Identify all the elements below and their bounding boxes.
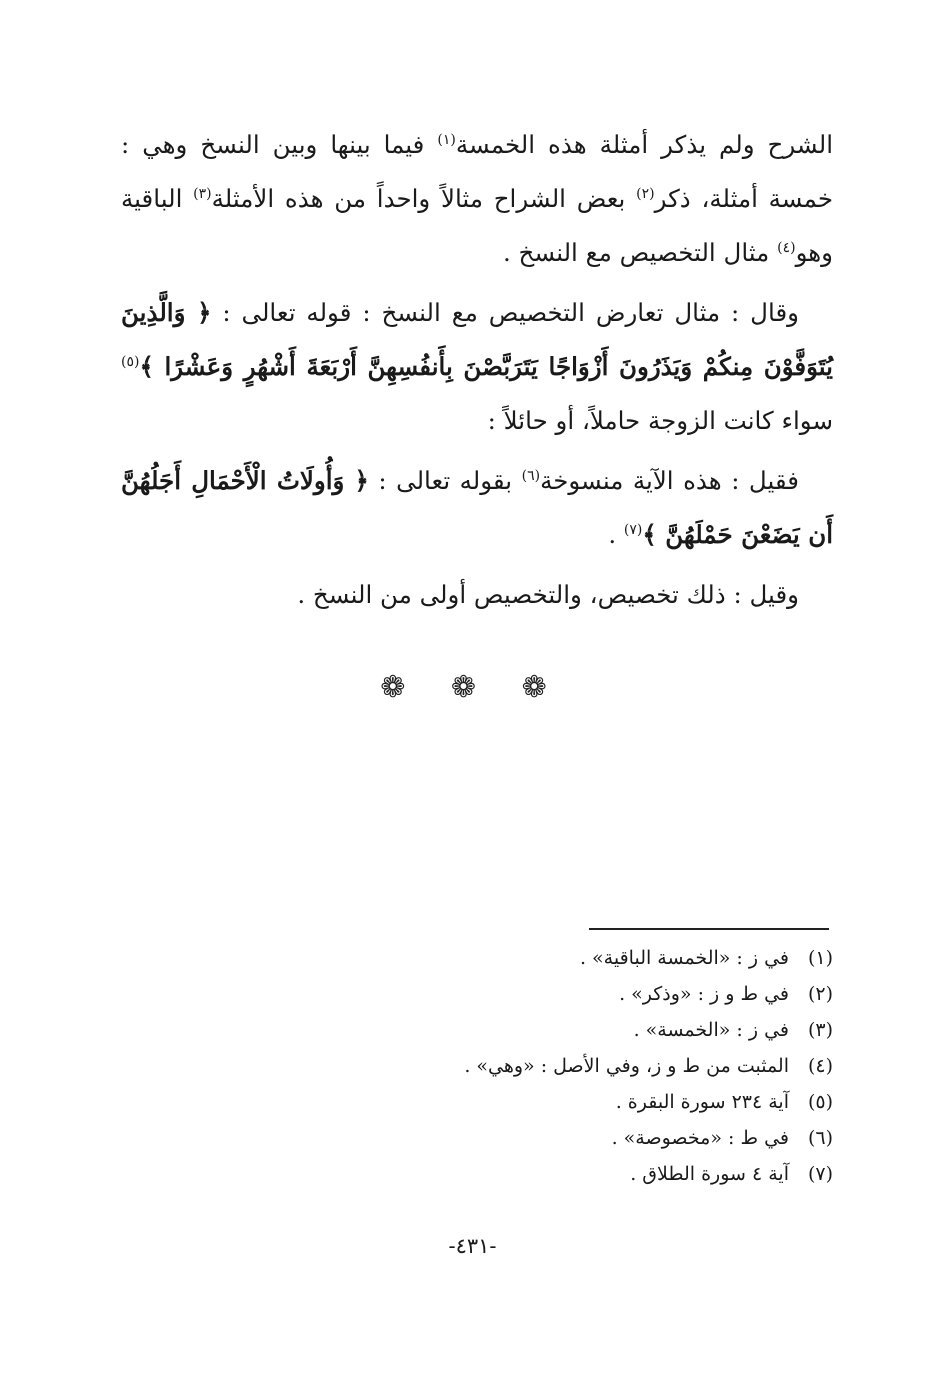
footnote-ref-6[interactable]: (٦) <box>521 467 541 484</box>
footnote-5 <box>121 1084 833 1120</box>
footnote-number: (٦) <box>807 1127 833 1149</box>
footnote-text: المثبت من ط و ز، وفي الأصل : «وهي» . <box>464 1055 789 1077</box>
quran-quote: ﴿ وَالَّذِينَ يُتَوَفَّوْنَ مِنكُمْ وَيَذَرُونَ أَزْوَاجًا يَتَرَبَّصْنَ بِأَنفُسِهِنَّ أَرْبَعَةَ أَشْهُرٍ وَعَشْرًا ﴾ <box>121 298 833 381</box>
footnotes <box>121 940 833 1192</box>
page-number: -٤٣١- <box>448 1234 497 1258</box>
footnote-text: آية ٢٣٤ سورة البقرة . <box>615 1091 789 1113</box>
paragraph-3 <box>121 454 833 562</box>
footnote-number: (٣) <box>807 1019 833 1041</box>
footnote-text: في ز : «الخمسة الباقية» . <box>579 947 789 969</box>
footnote-3 <box>121 1012 833 1048</box>
footnote-ref-7[interactable]: (٧) <box>623 521 643 538</box>
footnote-ref-5[interactable]: (٥) <box>121 353 140 370</box>
footnote-ref-1[interactable]: (١) <box>437 131 456 148</box>
text: فقيل : هذه الآية منسوخة <box>540 466 799 495</box>
text: فيما بينها وبين النسخ وهي : خمسة أمثلة، ذكر <box>121 130 833 213</box>
text: بقوله تعالى : <box>368 466 522 495</box>
paragraph-4: وقيل : ذلك تخصيص، والتخصيص أولى من النسخ . <box>297 580 799 609</box>
footnote-ref-4[interactable]: (٤) <box>777 239 796 256</box>
footnote-text: في ط : «مخصوصة» . <box>611 1127 789 1149</box>
quran-quote: ﴿ وَأُولَاتُ الْأَحْمَالِ أَجَلُهُنَّ أَن يَضَعْنَ حَمْلَهُنَّ ﴾ <box>121 466 833 549</box>
footnote-number: (٢) <box>807 983 833 1005</box>
footnote-1 <box>121 940 833 976</box>
main-text <box>121 118 833 628</box>
text: . <box>608 520 624 549</box>
footnote-ref-3[interactable]: (٣) <box>193 185 212 202</box>
footnote-4 <box>121 1048 833 1084</box>
footnote-number: (٤) <box>807 1055 833 1077</box>
paragraph-1 <box>121 118 833 280</box>
footnote-2 <box>121 976 833 1012</box>
text: الشرح ولم يذكر أمثلة هذه الخمسة <box>455 130 834 159</box>
footnote-6 <box>121 1120 833 1156</box>
text: بعض الشراح مثالاً واحداً من هذه الأمثلة <box>211 184 637 213</box>
footnote-number: (١) <box>807 947 833 969</box>
footnote-separator <box>589 928 829 930</box>
paragraph-2 <box>121 286 833 448</box>
footnote-number: (٥) <box>807 1091 833 1113</box>
footnote-text: آية ٤ سورة الطلاق . <box>630 1163 789 1185</box>
footnote-7 <box>121 1156 833 1192</box>
footnote-text: في ط و ز : «وذكر» . <box>619 983 789 1005</box>
footnote-number: (٧) <box>807 1163 833 1185</box>
text: وقال : مثال تعارض التخصيص مع النسخ : قوله تعالى : <box>211 298 799 327</box>
text: سواء كانت الزوجة حاملاً، أو حائلاً : <box>487 406 833 435</box>
footnote-ref-2[interactable]: (٢) <box>636 185 655 202</box>
text: مثال التخصيص مع النسخ . <box>502 238 778 267</box>
text: الباقية وهو <box>121 184 833 267</box>
section-divider-ornament-icon: ❁ ❁ ❁ <box>380 670 565 705</box>
footnote-text: في ز : «الخمسة» . <box>633 1019 789 1041</box>
